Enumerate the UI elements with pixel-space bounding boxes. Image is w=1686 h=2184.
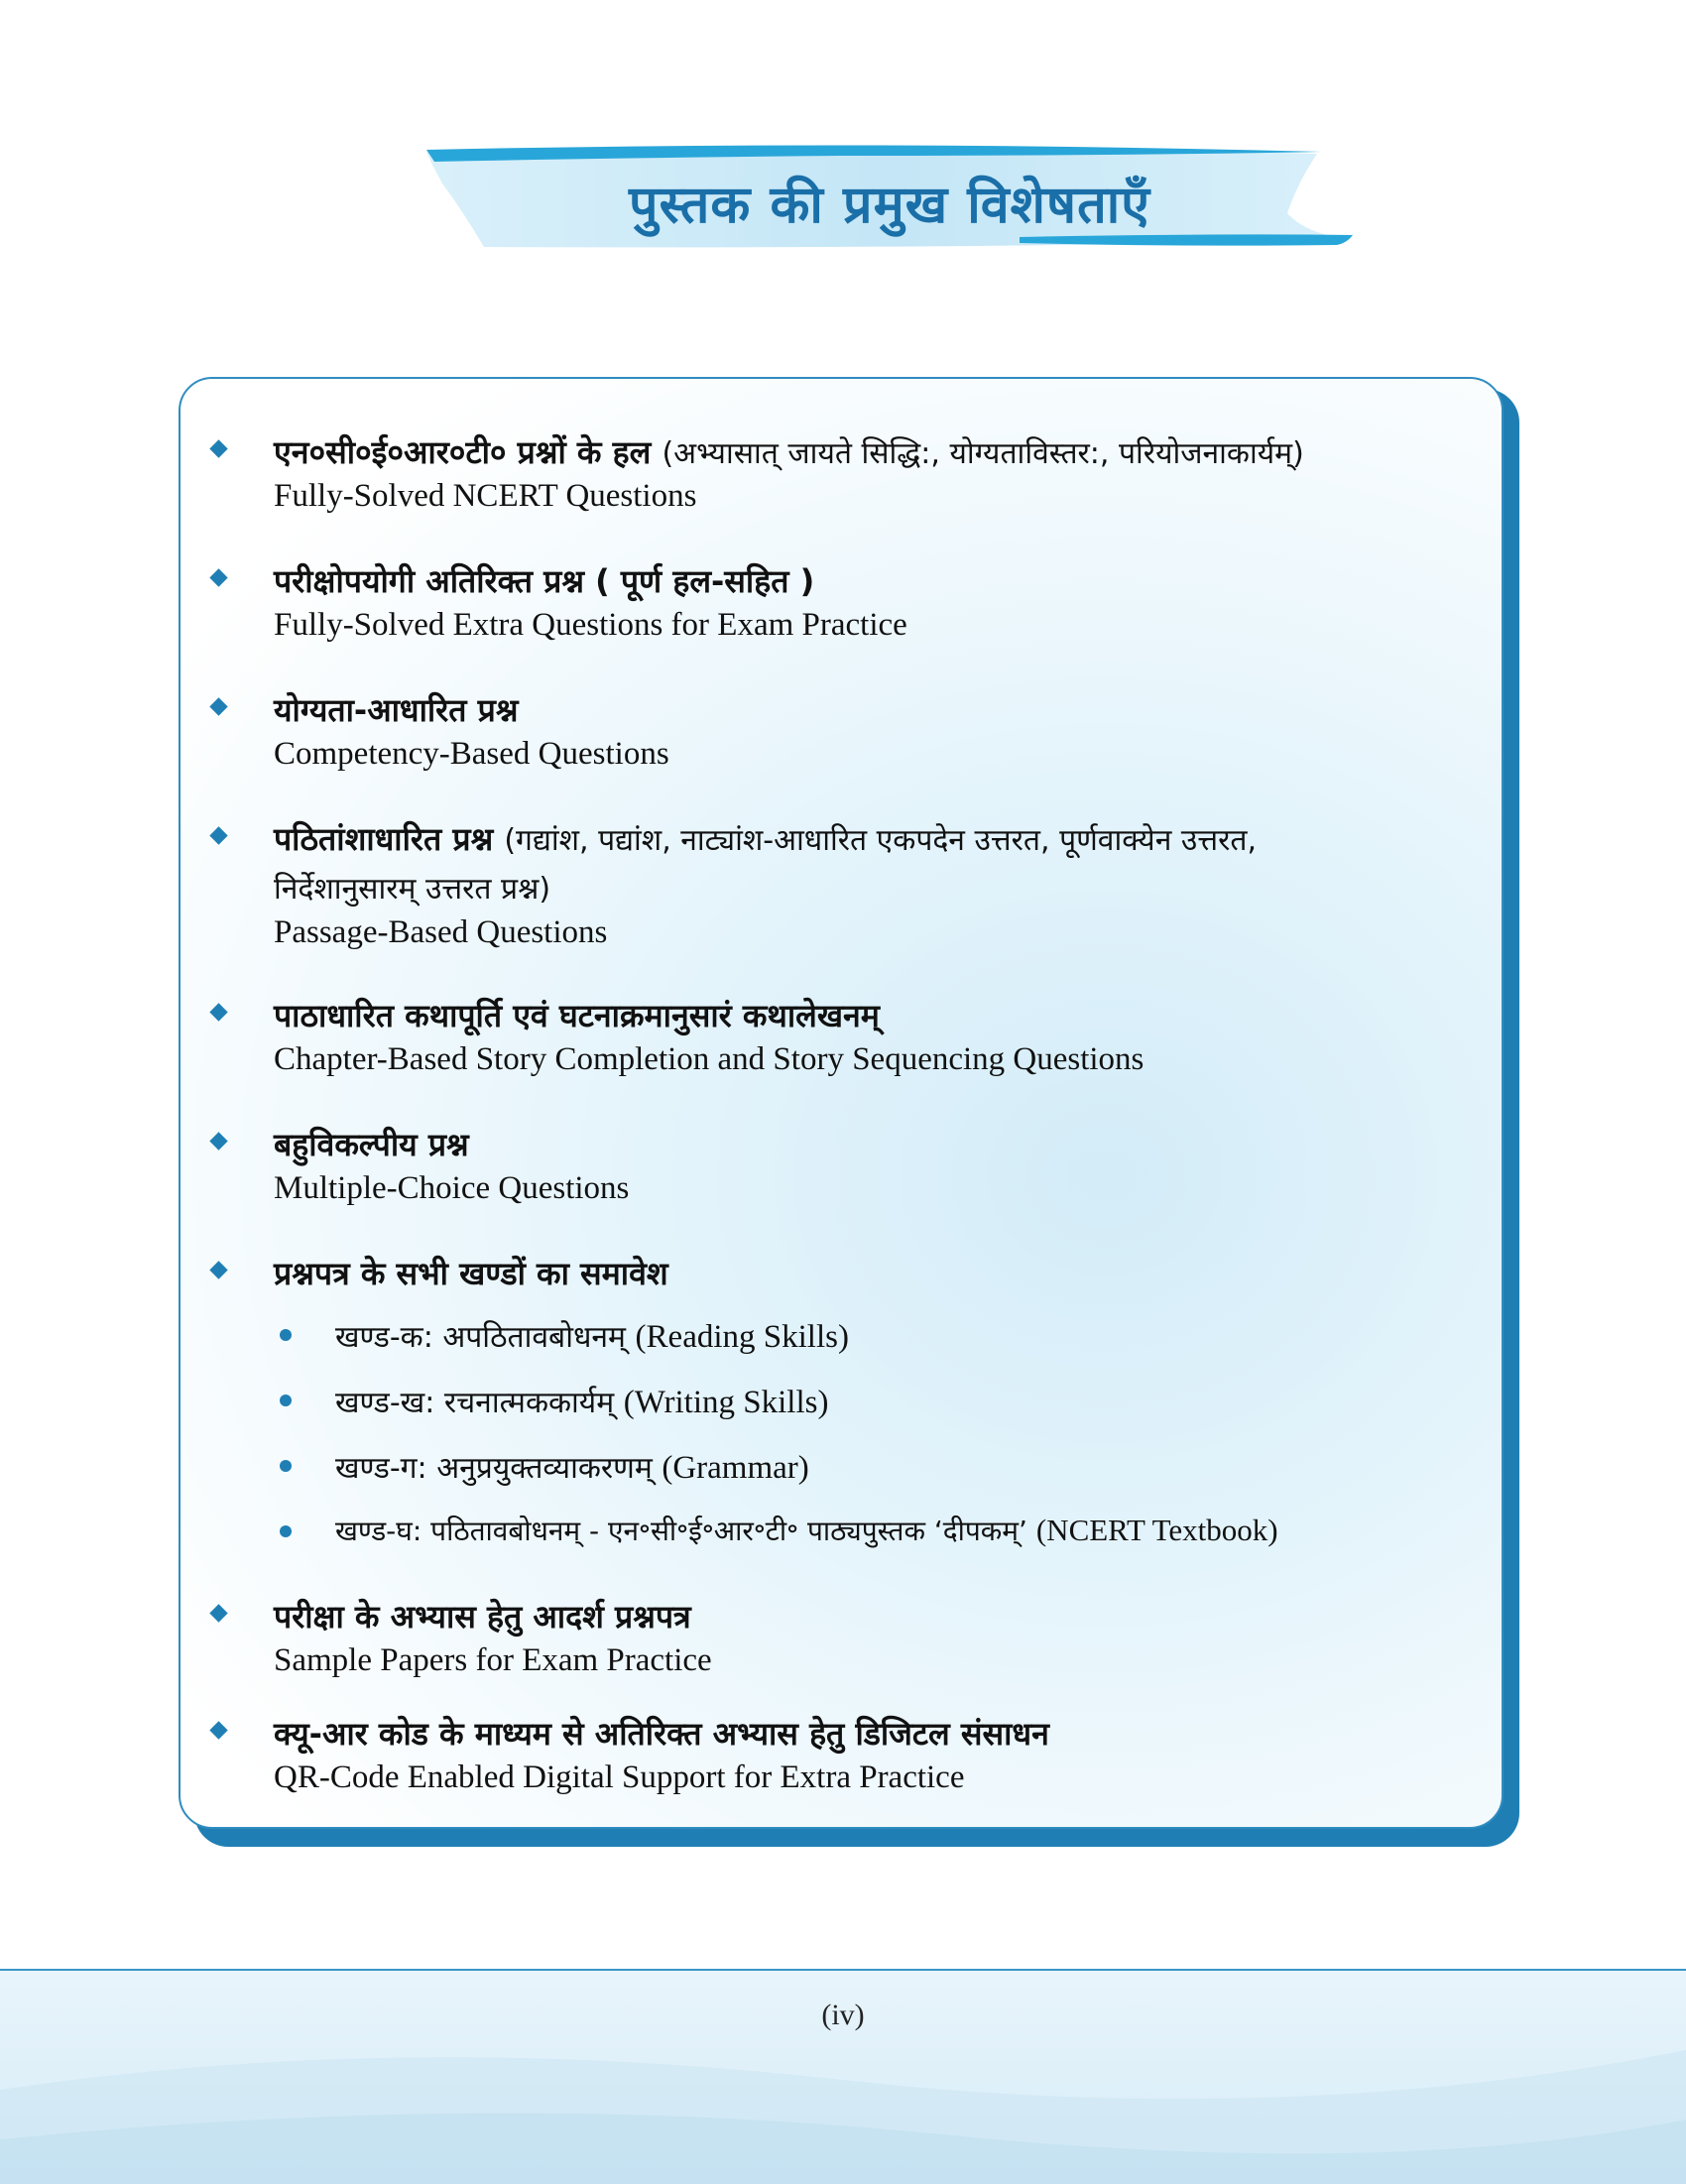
feature-heading: परीक्षोपयोगी अतिरिक्त प्रश्न ( पूर्ण हल-सहित ) [274, 562, 815, 600]
page-title: पुस्तक की प्रमुख विशेषताएँ [629, 176, 1150, 235]
diamond-bullet-icon [209, 1132, 227, 1150]
dot-bullet-icon [280, 1525, 292, 1537]
feature-heading: प्रश्नपत्र के सभी खण्डों का समावेश [274, 1255, 668, 1292]
dot-bullet-icon [280, 1329, 292, 1341]
feature-english: Fully-Solved Extra Questions for Exam Practice [274, 607, 907, 643]
diamond-bullet-icon [209, 826, 227, 844]
feature-heading: पाठाधारित कथापूर्ति एवं घटनाक्रमानुसारं कथालेखनम् [274, 997, 880, 1034]
title-banner [424, 144, 1355, 253]
diamond-bullet-icon [209, 697, 227, 715]
feature-heading-text: एन०सी०ई०आर०टी० प्रश्नों के हल [274, 433, 652, 471]
feature-english: Chapter-Based Story Completion and Story Sequencing Questions [274, 1041, 1144, 1077]
diamond-bullet-icon [209, 1721, 227, 1739]
section-name: खण्ड-क: अपठितावबोधनम् [335, 1320, 626, 1355]
feature-english: Passage-Based Questions [274, 914, 608, 950]
page-number: (iv) [821, 1999, 865, 2031]
feature-english: Fully-Solved NCERT Questions [274, 478, 697, 514]
section-english: (NCERT Textbook) [1035, 1513, 1278, 1547]
page-footer [0, 1969, 1686, 2184]
feature-english: QR-Code Enabled Digital Support for Extra Practice [274, 1759, 965, 1795]
feature-heading-note: (गद्यांश, पद्यांश, नाट्यांश-आधारित एकपदेन उत्तरत, पूर्णवाक्येन उत्तरत, [504, 823, 1257, 858]
section-name: खण्ड-ख: रचनात्मककार्यम् [335, 1386, 615, 1420]
feature-heading: क्यू-आर कोड के माध्यम से अतिरिक्त अभ्यास हेतु डिजिटल संसाधन [274, 1715, 1049, 1753]
feature-heading-note-continued: निर्देशानुसारम् उत्तरत प्रश्न) [274, 872, 551, 907]
feature-heading [274, 430, 1304, 473]
feature-english: Competency-Based Questions [274, 736, 669, 772]
feature-heading: बहुविकल्पीय प्रश्न [274, 1126, 469, 1163]
feature-heading [274, 817, 1257, 860]
diamond-bullet-icon [209, 1604, 227, 1622]
feature-heading-text: पठितांशाधारित प्रश्न [274, 820, 494, 858]
diamond-bullet-icon [209, 568, 227, 586]
feature-heading: योग्यता-आधारित प्रश्न [274, 691, 519, 729]
diamond-bullet-icon [209, 1003, 227, 1021]
diamond-bullet-icon [209, 1261, 227, 1278]
dot-bullet-icon [280, 1395, 292, 1406]
section-name: खण्ड-घ: पठितावबोधनम् - एन॰सी॰ई॰आर॰टी॰ पाठ्यपुस्तक ‘दीपकम्’ [335, 1515, 1027, 1547]
feature-heading-note: (अभ्यासात् जायते सिद्धि:, योग्यताविस्तर:, परियोजनाकार्यम्) [662, 436, 1304, 471]
diamond-bullet-icon [209, 439, 227, 457]
features-panel [179, 377, 1504, 1829]
section-english: (Reading Skills) [635, 1319, 849, 1355]
section-name: खण्ड-ग: अनुप्रयुक्तव्याकरणम् [335, 1451, 653, 1486]
feature-heading: परीक्षा के अभ्यास हेतु आदर्श प्रश्नपत्र [274, 1598, 691, 1636]
feature-english: Sample Papers for Exam Practice [274, 1642, 712, 1678]
section-english: (Writing Skills) [623, 1385, 829, 1420]
dot-bullet-icon [280, 1460, 292, 1472]
feature-english: Multiple-Choice Questions [274, 1170, 630, 1206]
section-english: (Grammar) [662, 1450, 809, 1486]
